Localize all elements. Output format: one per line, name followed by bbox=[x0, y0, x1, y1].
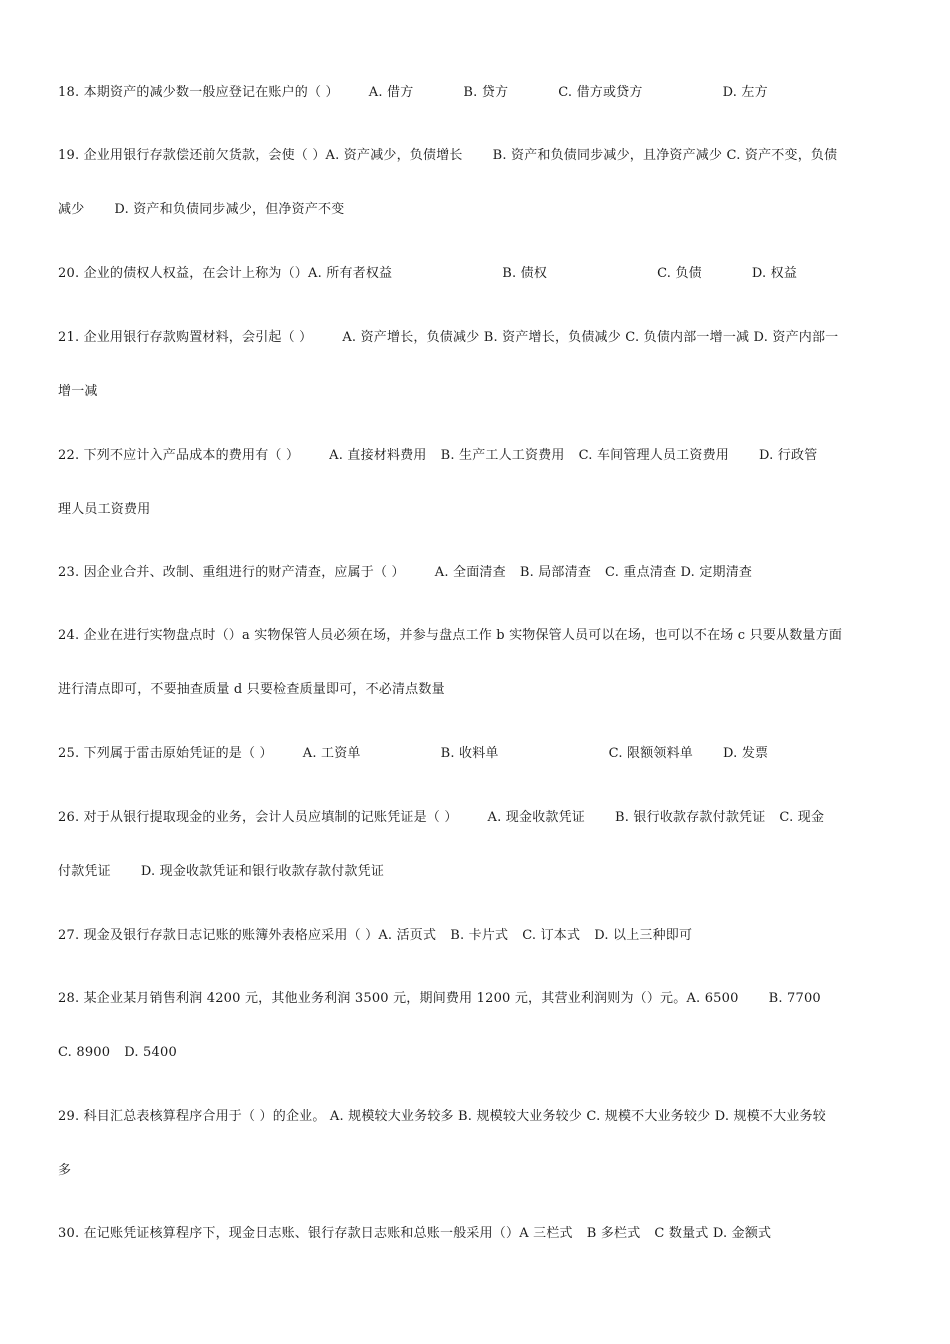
question-27 bbox=[58, 909, 903, 963]
question-line bbox=[58, 663, 903, 717]
question-text: 24. 企业在进行实物盘点时（）a 实物保管人员必须在场，并参与盘点工作 b 实物保管人员可以在场，也可以不在场 c 只要从数量方面 bbox=[58, 628, 843, 643]
question-text: B. 资产和负债同步减少，且净资产减少 C. 资产不变，负债 bbox=[492, 148, 838, 163]
question-line bbox=[58, 247, 903, 301]
option-c: C. 现金 bbox=[779, 810, 825, 825]
option-d: D. 5400 bbox=[124, 1045, 177, 1060]
option-a: A. 直接材料费用 bbox=[329, 448, 427, 463]
question-stem: 30. 在记账凭证核算程序下，现金日志账、银行存款日志账和总账一般采用（）A 三栏式 bbox=[58, 1226, 573, 1241]
question-line bbox=[58, 129, 903, 183]
question-26 bbox=[58, 791, 903, 899]
question-text: 29. 科目汇总表核算程序合用于（ ）的企业。 A. 规模较大业务较多 B. 规模较大业务较少 C. 规模不大业务较少 D. 规模不大业务较 bbox=[58, 1109, 826, 1124]
option-d: D. 行政管 bbox=[758, 448, 818, 463]
option-b: B. 银行收款存款付款凭证 bbox=[615, 810, 766, 825]
option-c: C. 限额领料单 bbox=[608, 746, 693, 761]
question-line bbox=[58, 1207, 903, 1261]
question-line bbox=[58, 1144, 903, 1198]
question-20 bbox=[58, 247, 903, 301]
option-d: D. 权益 bbox=[751, 266, 798, 281]
option-b: B. 7700 bbox=[768, 991, 821, 1006]
option-b: B. 收料单 bbox=[440, 746, 499, 761]
question-18 bbox=[58, 66, 903, 120]
option-d: D. 左方 bbox=[722, 85, 768, 100]
question-line bbox=[58, 972, 903, 1026]
option-a: A. 借方 bbox=[368, 85, 414, 100]
question-text: 进行清点即可，不要抽查质量 d 只要检查质量即可，不必清点数量 bbox=[58, 682, 445, 697]
option-b: B. 贷方 bbox=[463, 85, 509, 100]
option-c: C. 订本式 bbox=[522, 928, 581, 943]
question-stem: 27. 现金及银行存款日志记账的账簿外表格应采用（ ）A. 活页式 bbox=[58, 928, 437, 943]
option-c: C. 重点清查 D. 定期清查 bbox=[605, 565, 753, 580]
option-d: D. 发票 bbox=[723, 746, 769, 761]
question-options: A. 资产增长，负债减少 B. 资产增长，负债减少 C. 负债内部一增一减 D. 资产内部一 bbox=[342, 330, 839, 345]
question-line bbox=[58, 483, 903, 537]
option-a: A. 工资单 bbox=[302, 746, 361, 761]
option-c: C. 车间管理人员工资费用 bbox=[578, 448, 729, 463]
question-23 bbox=[58, 546, 903, 600]
question-24 bbox=[58, 609, 903, 717]
question-21 bbox=[58, 311, 903, 419]
question-line bbox=[58, 365, 903, 419]
question-line bbox=[58, 845, 903, 899]
question-stem: 20. 企业的债权人权益，在会计上称为（）A. 所有者权益 bbox=[58, 266, 393, 281]
question-text: 增一减 bbox=[58, 384, 98, 399]
question-line bbox=[58, 546, 903, 600]
option-c: C. 负债 bbox=[657, 266, 702, 281]
question-stem: 28. 某企业某月销售利润 4200 元，其他业务利润 3500 元，期间费用 1200 元，其营业利润则为（）元。A. 6500 bbox=[58, 991, 739, 1006]
question-stem: 23. 因企业合并、改制、重组进行的财产清查，应属于（ ） bbox=[58, 565, 405, 580]
question-text: 理人员工资费用 bbox=[58, 502, 151, 517]
question-text: 19. 企业用银行存款偿还前欠货款，会使（ ）A. 资产减少，负债增长 bbox=[58, 148, 463, 163]
question-line bbox=[58, 727, 903, 781]
question-stem: 26. 对于从银行提取现金的业务，会计人员应填制的记账凭证是（ ） bbox=[58, 810, 458, 825]
question-stem: 18. 本期资产的减少数一般应登记在账户的（ ） bbox=[58, 85, 339, 100]
question-text: 减少 bbox=[58, 202, 85, 217]
question-line bbox=[58, 429, 903, 483]
question-stem: 25. 下列属于雷击原始凭证的是（ ） bbox=[58, 746, 273, 761]
option-d: D. 现金收款凭证和银行收款存款付款凭证 bbox=[140, 864, 385, 879]
question-line bbox=[58, 609, 903, 663]
question-29 bbox=[58, 1090, 903, 1198]
question-line bbox=[58, 791, 903, 845]
question-line bbox=[58, 66, 903, 120]
option-a: A. 现金收款凭证 bbox=[487, 810, 585, 825]
question-line bbox=[58, 909, 903, 963]
option-a: A. 全面清查 bbox=[434, 565, 506, 580]
question-text: 多 bbox=[58, 1163, 72, 1178]
option-b: B. 生产工人工资费用 bbox=[440, 448, 565, 463]
question-30 bbox=[58, 1207, 903, 1261]
question-stem: 22. 下列不应计入产品成本的费用有（ ） bbox=[58, 448, 300, 463]
option-b: B. 局部清查 bbox=[519, 565, 592, 580]
question-line bbox=[58, 311, 903, 365]
option-d: D. 以上三种即可 bbox=[594, 928, 693, 943]
question-line bbox=[58, 1090, 903, 1144]
option-b: B 多栏式 bbox=[586, 1226, 641, 1241]
question-line bbox=[58, 1026, 903, 1080]
option-c: C 数量式 D. 金额式 bbox=[654, 1226, 772, 1241]
option-d: D. 资产和负债同步减少，但净资产不变 bbox=[114, 202, 345, 217]
option-b: B. 卡片式 bbox=[450, 928, 509, 943]
option-b: B. 债权 bbox=[502, 266, 548, 281]
option-c: C. 借方或贷方 bbox=[558, 85, 643, 100]
option-c: C. 8900 bbox=[58, 1045, 111, 1060]
question-text: 付款凭证 bbox=[58, 864, 111, 879]
question-22 bbox=[58, 429, 903, 537]
question-25 bbox=[58, 727, 903, 781]
question-stem: 21. 企业用银行存款购置材料，会引起（ ） bbox=[58, 330, 313, 345]
question-line bbox=[58, 183, 903, 237]
question-28 bbox=[58, 972, 903, 1080]
question-19 bbox=[58, 129, 903, 237]
